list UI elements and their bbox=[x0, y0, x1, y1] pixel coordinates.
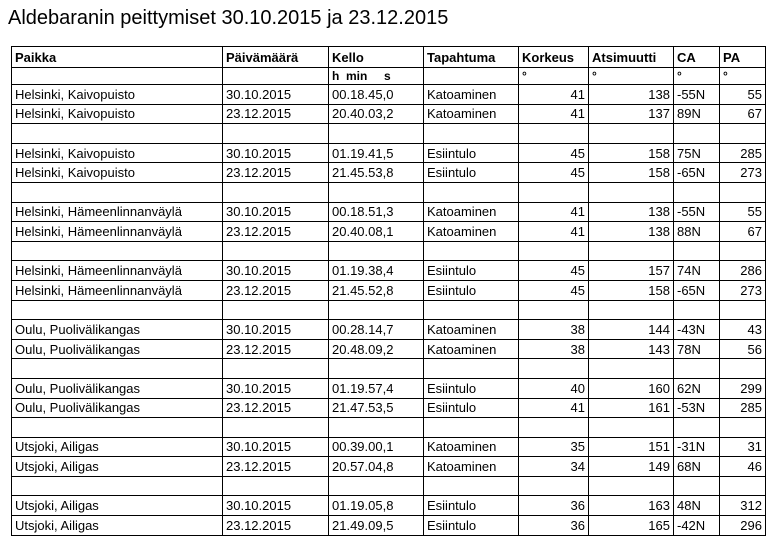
cell-atsimuutti: 137 bbox=[589, 104, 674, 124]
separator-row bbox=[12, 182, 766, 202]
cell-tapahtuma bbox=[424, 124, 519, 144]
cell-korkeus bbox=[519, 300, 589, 320]
cell-paivamaara bbox=[223, 300, 329, 320]
header-row bbox=[12, 47, 766, 68]
cell-pa: 46 bbox=[720, 457, 766, 477]
cell-kello: 21.49.09,5 bbox=[329, 516, 424, 536]
cell-korkeus bbox=[519, 418, 589, 438]
cell-paikka bbox=[12, 359, 223, 379]
cell-kello: 00.18.45,0 bbox=[329, 85, 424, 105]
col-header-atsimuutti: Atsimuutti bbox=[589, 47, 674, 68]
cell-ca bbox=[674, 476, 720, 496]
cell-paikka: Utsjoki, Ailigas bbox=[12, 516, 223, 536]
cell-atsimuutti bbox=[589, 300, 674, 320]
cell-tapahtuma: Katoaminen bbox=[424, 437, 519, 457]
cell-atsimuutti: 138 bbox=[589, 222, 674, 242]
col-subheader-pa: ° bbox=[720, 68, 766, 85]
cell-tapahtuma: Katoaminen bbox=[424, 222, 519, 242]
cell-tapahtuma: Katoaminen bbox=[424, 85, 519, 105]
cell-tapahtuma bbox=[424, 418, 519, 438]
cell-paivamaara: 23.12.2015 bbox=[223, 280, 329, 300]
table-row bbox=[12, 516, 766, 536]
cell-tapahtuma: Katoaminen bbox=[424, 457, 519, 477]
table-row bbox=[12, 163, 766, 183]
cell-paivamaara: 30.10.2015 bbox=[223, 202, 329, 222]
col-header-korkeus: Korkeus bbox=[519, 47, 589, 68]
col-subheader-korkeus: ° bbox=[519, 68, 589, 85]
cell-atsimuutti: 158 bbox=[589, 163, 674, 183]
cell-korkeus: 41 bbox=[519, 85, 589, 105]
cell-ca bbox=[674, 300, 720, 320]
cell-paikka: Helsinki, Hämeenlinnanväylä bbox=[12, 202, 223, 222]
cell-paikka: Utsjoki, Ailigas bbox=[12, 496, 223, 516]
separator-row bbox=[12, 300, 766, 320]
cell-tapahtuma: Esiintulo bbox=[424, 163, 519, 183]
cell-tapahtuma: Katoaminen bbox=[424, 202, 519, 222]
cell-ca bbox=[674, 124, 720, 144]
cell-pa: 285 bbox=[720, 143, 766, 163]
cell-paikka: Helsinki, Kaivopuisto bbox=[12, 143, 223, 163]
cell-tapahtuma: Esiintulo bbox=[424, 496, 519, 516]
occultation-table bbox=[11, 46, 766, 536]
table-row bbox=[12, 280, 766, 300]
cell-tapahtuma: Katoaminen bbox=[424, 104, 519, 124]
cell-atsimuutti bbox=[589, 124, 674, 144]
cell-ca bbox=[674, 359, 720, 379]
cell-pa bbox=[720, 182, 766, 202]
table-row bbox=[12, 85, 766, 105]
cell-paikka: Oulu, Puolivälikangas bbox=[12, 398, 223, 418]
cell-pa: 312 bbox=[720, 496, 766, 516]
table-row bbox=[12, 261, 766, 281]
cell-pa bbox=[720, 241, 766, 261]
cell-ca: 75N bbox=[674, 143, 720, 163]
cell-paivamaara: 30.10.2015 bbox=[223, 143, 329, 163]
cell-kello: 21.45.53,8 bbox=[329, 163, 424, 183]
cell-atsimuutti bbox=[589, 418, 674, 438]
cell-pa bbox=[720, 124, 766, 144]
cell-korkeus bbox=[519, 476, 589, 496]
cell-atsimuutti: 161 bbox=[589, 398, 674, 418]
cell-paikka bbox=[12, 476, 223, 496]
cell-tapahtuma: Katoaminen bbox=[424, 320, 519, 340]
cell-tapahtuma bbox=[424, 476, 519, 496]
cell-korkeus: 41 bbox=[519, 222, 589, 242]
cell-ca: -65N bbox=[674, 280, 720, 300]
cell-korkeus: 45 bbox=[519, 163, 589, 183]
cell-kello: 21.45.52,8 bbox=[329, 280, 424, 300]
cell-kello: 01.19.05,8 bbox=[329, 496, 424, 516]
cell-ca bbox=[674, 182, 720, 202]
table-header bbox=[12, 47, 766, 85]
cell-tapahtuma: Esiintulo bbox=[424, 378, 519, 398]
cell-tapahtuma bbox=[424, 182, 519, 202]
cell-tapahtuma bbox=[424, 241, 519, 261]
cell-paivamaara bbox=[223, 182, 329, 202]
cell-kello bbox=[329, 124, 424, 144]
separator-row bbox=[12, 476, 766, 496]
cell-atsimuutti: 158 bbox=[589, 280, 674, 300]
cell-pa: 67 bbox=[720, 104, 766, 124]
cell-pa: 31 bbox=[720, 437, 766, 457]
cell-tapahtuma: Esiintulo bbox=[424, 280, 519, 300]
cell-paikka: Helsinki, Kaivopuisto bbox=[12, 85, 223, 105]
cell-paivamaara: 23.12.2015 bbox=[223, 398, 329, 418]
cell-korkeus: 41 bbox=[519, 398, 589, 418]
cell-paivamaara: 30.10.2015 bbox=[223, 261, 329, 281]
cell-ca: 78N bbox=[674, 339, 720, 359]
cell-atsimuutti: 143 bbox=[589, 339, 674, 359]
cell-kello: 01.19.57,4 bbox=[329, 378, 424, 398]
table-row bbox=[12, 437, 766, 457]
cell-korkeus: 38 bbox=[519, 320, 589, 340]
cell-ca: -55N bbox=[674, 85, 720, 105]
cell-tapahtuma: Esiintulo bbox=[424, 143, 519, 163]
cell-ca: 74N bbox=[674, 261, 720, 281]
col-subheader-atsimuutti: ° bbox=[589, 68, 674, 85]
cell-ca: -43N bbox=[674, 320, 720, 340]
cell-ca: 62N bbox=[674, 378, 720, 398]
table-row bbox=[12, 378, 766, 398]
table-row bbox=[12, 143, 766, 163]
separator-row bbox=[12, 124, 766, 144]
col-header-kello: Kello bbox=[329, 47, 424, 68]
table-row bbox=[12, 496, 766, 516]
col-subheader-ca: ° bbox=[674, 68, 720, 85]
cell-pa: 55 bbox=[720, 202, 766, 222]
cell-ca: -42N bbox=[674, 516, 720, 536]
cell-kello: 01.19.38,4 bbox=[329, 261, 424, 281]
col-subheader-kello: h min s bbox=[329, 68, 424, 85]
cell-korkeus: 45 bbox=[519, 143, 589, 163]
col-header-paivamaara: Päivämäärä bbox=[223, 47, 329, 68]
cell-paivamaara: 23.12.2015 bbox=[223, 163, 329, 183]
cell-ca: -65N bbox=[674, 163, 720, 183]
cell-paikka: Oulu, Puolivälikangas bbox=[12, 339, 223, 359]
cell-pa: 273 bbox=[720, 280, 766, 300]
cell-pa: 273 bbox=[720, 163, 766, 183]
cell-paivamaara: 30.10.2015 bbox=[223, 378, 329, 398]
cell-pa bbox=[720, 418, 766, 438]
table-body bbox=[12, 85, 766, 536]
cell-pa bbox=[720, 300, 766, 320]
cell-korkeus bbox=[519, 359, 589, 379]
cell-paikka: Helsinki, Kaivopuisto bbox=[12, 104, 223, 124]
cell-atsimuutti: 163 bbox=[589, 496, 674, 516]
cell-paikka bbox=[12, 182, 223, 202]
separator-row bbox=[12, 359, 766, 379]
cell-kello: 01.19.41,5 bbox=[329, 143, 424, 163]
cell-paikka: Helsinki, Hämeenlinnanväylä bbox=[12, 222, 223, 242]
page-title: Aldebaranin peittymiset 30.10.2015 ja 23.12.2015 bbox=[8, 7, 449, 29]
cell-paivamaara: 23.12.2015 bbox=[223, 104, 329, 124]
cell-pa bbox=[720, 476, 766, 496]
cell-paikka: Utsjoki, Ailigas bbox=[12, 457, 223, 477]
subheader-row bbox=[12, 68, 766, 85]
cell-paivamaara: 23.12.2015 bbox=[223, 457, 329, 477]
cell-ca: 68N bbox=[674, 457, 720, 477]
cell-paikka bbox=[12, 418, 223, 438]
cell-korkeus: 40 bbox=[519, 378, 589, 398]
table-row bbox=[12, 320, 766, 340]
col-subheader-paikka bbox=[12, 68, 223, 85]
cell-kello bbox=[329, 418, 424, 438]
cell-paikka: Utsjoki, Ailigas bbox=[12, 437, 223, 457]
col-subheader-paivamaara bbox=[223, 68, 329, 85]
cell-pa: 56 bbox=[720, 339, 766, 359]
cell-pa: 285 bbox=[720, 398, 766, 418]
cell-paivamaara: 30.10.2015 bbox=[223, 85, 329, 105]
cell-tapahtuma: Esiintulo bbox=[424, 261, 519, 281]
cell-ca bbox=[674, 241, 720, 261]
cell-kello: 20.40.08,1 bbox=[329, 222, 424, 242]
cell-pa: 296 bbox=[720, 516, 766, 536]
cell-kello: 20.40.03,2 bbox=[329, 104, 424, 124]
cell-paivamaara: 23.12.2015 bbox=[223, 516, 329, 536]
cell-kello bbox=[329, 359, 424, 379]
cell-paikka: Oulu, Puolivälikangas bbox=[12, 320, 223, 340]
cell-atsimuutti bbox=[589, 182, 674, 202]
cell-paikka: Helsinki, Hämeenlinnanväylä bbox=[12, 261, 223, 281]
cell-paivamaara: 23.12.2015 bbox=[223, 339, 329, 359]
cell-pa: 286 bbox=[720, 261, 766, 281]
cell-pa: 55 bbox=[720, 85, 766, 105]
cell-pa: 67 bbox=[720, 222, 766, 242]
cell-tapahtuma: Esiintulo bbox=[424, 398, 519, 418]
cell-atsimuutti: 151 bbox=[589, 437, 674, 457]
cell-tapahtuma bbox=[424, 359, 519, 379]
cell-atsimuutti bbox=[589, 359, 674, 379]
cell-korkeus: 41 bbox=[519, 202, 589, 222]
separator-row bbox=[12, 241, 766, 261]
cell-paikka: Helsinki, Hämeenlinnanväylä bbox=[12, 280, 223, 300]
cell-paivamaara: 30.10.2015 bbox=[223, 320, 329, 340]
cell-atsimuutti: 157 bbox=[589, 261, 674, 281]
cell-kello: 21.47.53,5 bbox=[329, 398, 424, 418]
cell-korkeus: 41 bbox=[519, 104, 589, 124]
separator-row bbox=[12, 418, 766, 438]
col-subheader-tapahtuma bbox=[424, 68, 519, 85]
cell-ca: 48N bbox=[674, 496, 720, 516]
cell-ca: -31N bbox=[674, 437, 720, 457]
cell-paikka bbox=[12, 300, 223, 320]
cell-atsimuutti: 138 bbox=[589, 202, 674, 222]
cell-korkeus: 34 bbox=[519, 457, 589, 477]
cell-paikka: Helsinki, Kaivopuisto bbox=[12, 163, 223, 183]
col-header-paikka: Paikka bbox=[12, 47, 223, 68]
cell-korkeus bbox=[519, 124, 589, 144]
table-row bbox=[12, 398, 766, 418]
cell-ca: 88N bbox=[674, 222, 720, 242]
cell-atsimuutti bbox=[589, 241, 674, 261]
cell-kello: 00.18.51,3 bbox=[329, 202, 424, 222]
cell-korkeus: 45 bbox=[519, 261, 589, 281]
cell-ca bbox=[674, 418, 720, 438]
col-header-pa: PA bbox=[720, 47, 766, 68]
cell-kello bbox=[329, 300, 424, 320]
cell-korkeus: 35 bbox=[519, 437, 589, 457]
table-row bbox=[12, 104, 766, 124]
cell-paivamaara: 30.10.2015 bbox=[223, 437, 329, 457]
table-row bbox=[12, 222, 766, 242]
cell-kello bbox=[329, 241, 424, 261]
cell-korkeus: 38 bbox=[519, 339, 589, 359]
cell-kello bbox=[329, 476, 424, 496]
cell-paivamaara bbox=[223, 476, 329, 496]
cell-kello: 00.28.14,7 bbox=[329, 320, 424, 340]
cell-paivamaara bbox=[223, 359, 329, 379]
cell-atsimuutti bbox=[589, 476, 674, 496]
cell-kello bbox=[329, 182, 424, 202]
cell-atsimuutti: 138 bbox=[589, 85, 674, 105]
table-row bbox=[12, 202, 766, 222]
cell-tapahtuma: Esiintulo bbox=[424, 516, 519, 536]
cell-pa: 299 bbox=[720, 378, 766, 398]
cell-ca: -53N bbox=[674, 398, 720, 418]
cell-paikka: Oulu, Puolivälikangas bbox=[12, 378, 223, 398]
cell-korkeus: 36 bbox=[519, 516, 589, 536]
cell-atsimuutti: 160 bbox=[589, 378, 674, 398]
cell-ca: 89N bbox=[674, 104, 720, 124]
col-header-tapahtuma: Tapahtuma bbox=[424, 47, 519, 68]
cell-paivamaara bbox=[223, 241, 329, 261]
cell-korkeus bbox=[519, 241, 589, 261]
cell-pa: 43 bbox=[720, 320, 766, 340]
cell-atsimuutti: 165 bbox=[589, 516, 674, 536]
col-header-ca: CA bbox=[674, 47, 720, 68]
cell-korkeus bbox=[519, 182, 589, 202]
cell-korkeus: 36 bbox=[519, 496, 589, 516]
cell-paivamaara bbox=[223, 418, 329, 438]
cell-tapahtuma: Katoaminen bbox=[424, 339, 519, 359]
table-row bbox=[12, 339, 766, 359]
table-row bbox=[12, 457, 766, 477]
cell-paivamaara: 23.12.2015 bbox=[223, 222, 329, 242]
cell-paikka bbox=[12, 241, 223, 261]
cell-paivamaara bbox=[223, 124, 329, 144]
cell-tapahtuma bbox=[424, 300, 519, 320]
cell-korkeus: 45 bbox=[519, 280, 589, 300]
cell-atsimuutti: 149 bbox=[589, 457, 674, 477]
cell-atsimuutti: 158 bbox=[589, 143, 674, 163]
cell-kello: 00.39.00,1 bbox=[329, 437, 424, 457]
cell-kello: 20.57.04,8 bbox=[329, 457, 424, 477]
cell-atsimuutti: 144 bbox=[589, 320, 674, 340]
cell-paikka bbox=[12, 124, 223, 144]
cell-paivamaara: 30.10.2015 bbox=[223, 496, 329, 516]
cell-ca: -55N bbox=[674, 202, 720, 222]
cell-kello: 20.48.09,2 bbox=[329, 339, 424, 359]
cell-pa bbox=[720, 359, 766, 379]
